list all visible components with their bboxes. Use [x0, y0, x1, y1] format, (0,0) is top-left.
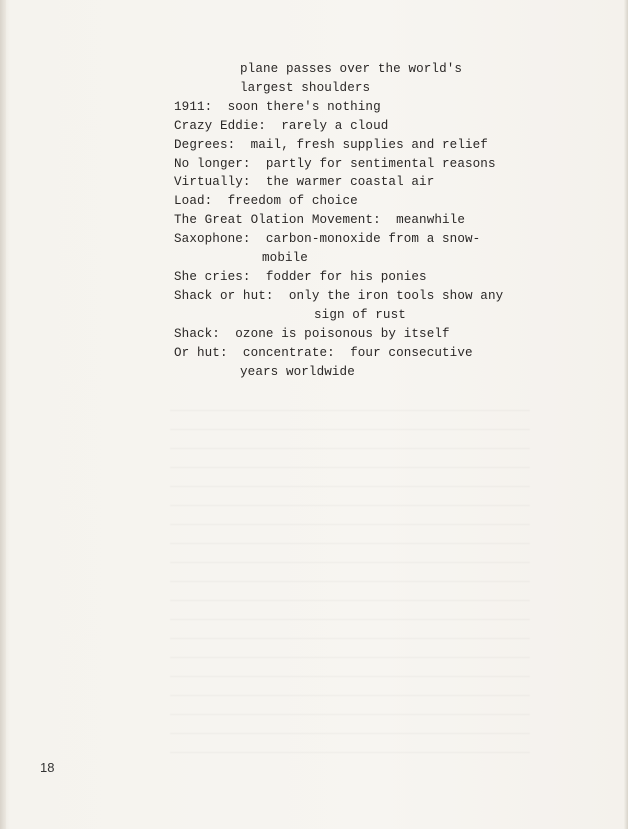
poem-line: Crazy Eddie: rarely a cloud [174, 118, 389, 133]
poem-line: mobile [262, 251, 308, 266]
poem-line: Virtually: the warmer coastal air [174, 175, 435, 190]
page-right-edge [624, 0, 628, 829]
poem-line: 1911: soon there's nothing [174, 99, 381, 114]
poem-line: years worldwide [240, 364, 355, 379]
page-number: 18 [40, 760, 55, 775]
poem-line: Shack: ozone is poisonous by itself [174, 326, 450, 341]
poem-line: largest shoulders [240, 80, 371, 95]
poem-line: Load: freedom of choice [174, 194, 358, 209]
poem-line: Shack or hut: only the iron tools show any [174, 288, 504, 303]
page-gutter-shadow [0, 0, 6, 829]
poem-line: sign of rust [314, 307, 406, 322]
poem-line: Saxophone: carbon-monoxide from a snow- [174, 232, 481, 247]
poem-line: No longer: partly for sentimental reasons [174, 156, 496, 171]
poem-line: The Great Olation Movement: meanwhile [174, 213, 465, 228]
poem-body [174, 60, 534, 381]
show-through-text [170, 400, 530, 760]
poem-line: Or hut: concentrate: four consecutive [174, 345, 473, 360]
poem-line: She cries: fodder for his ponies [174, 269, 427, 284]
poem-line: Degrees: mail, fresh supplies and relief [174, 137, 488, 152]
poem-line: plane passes over the world's [240, 62, 463, 76]
